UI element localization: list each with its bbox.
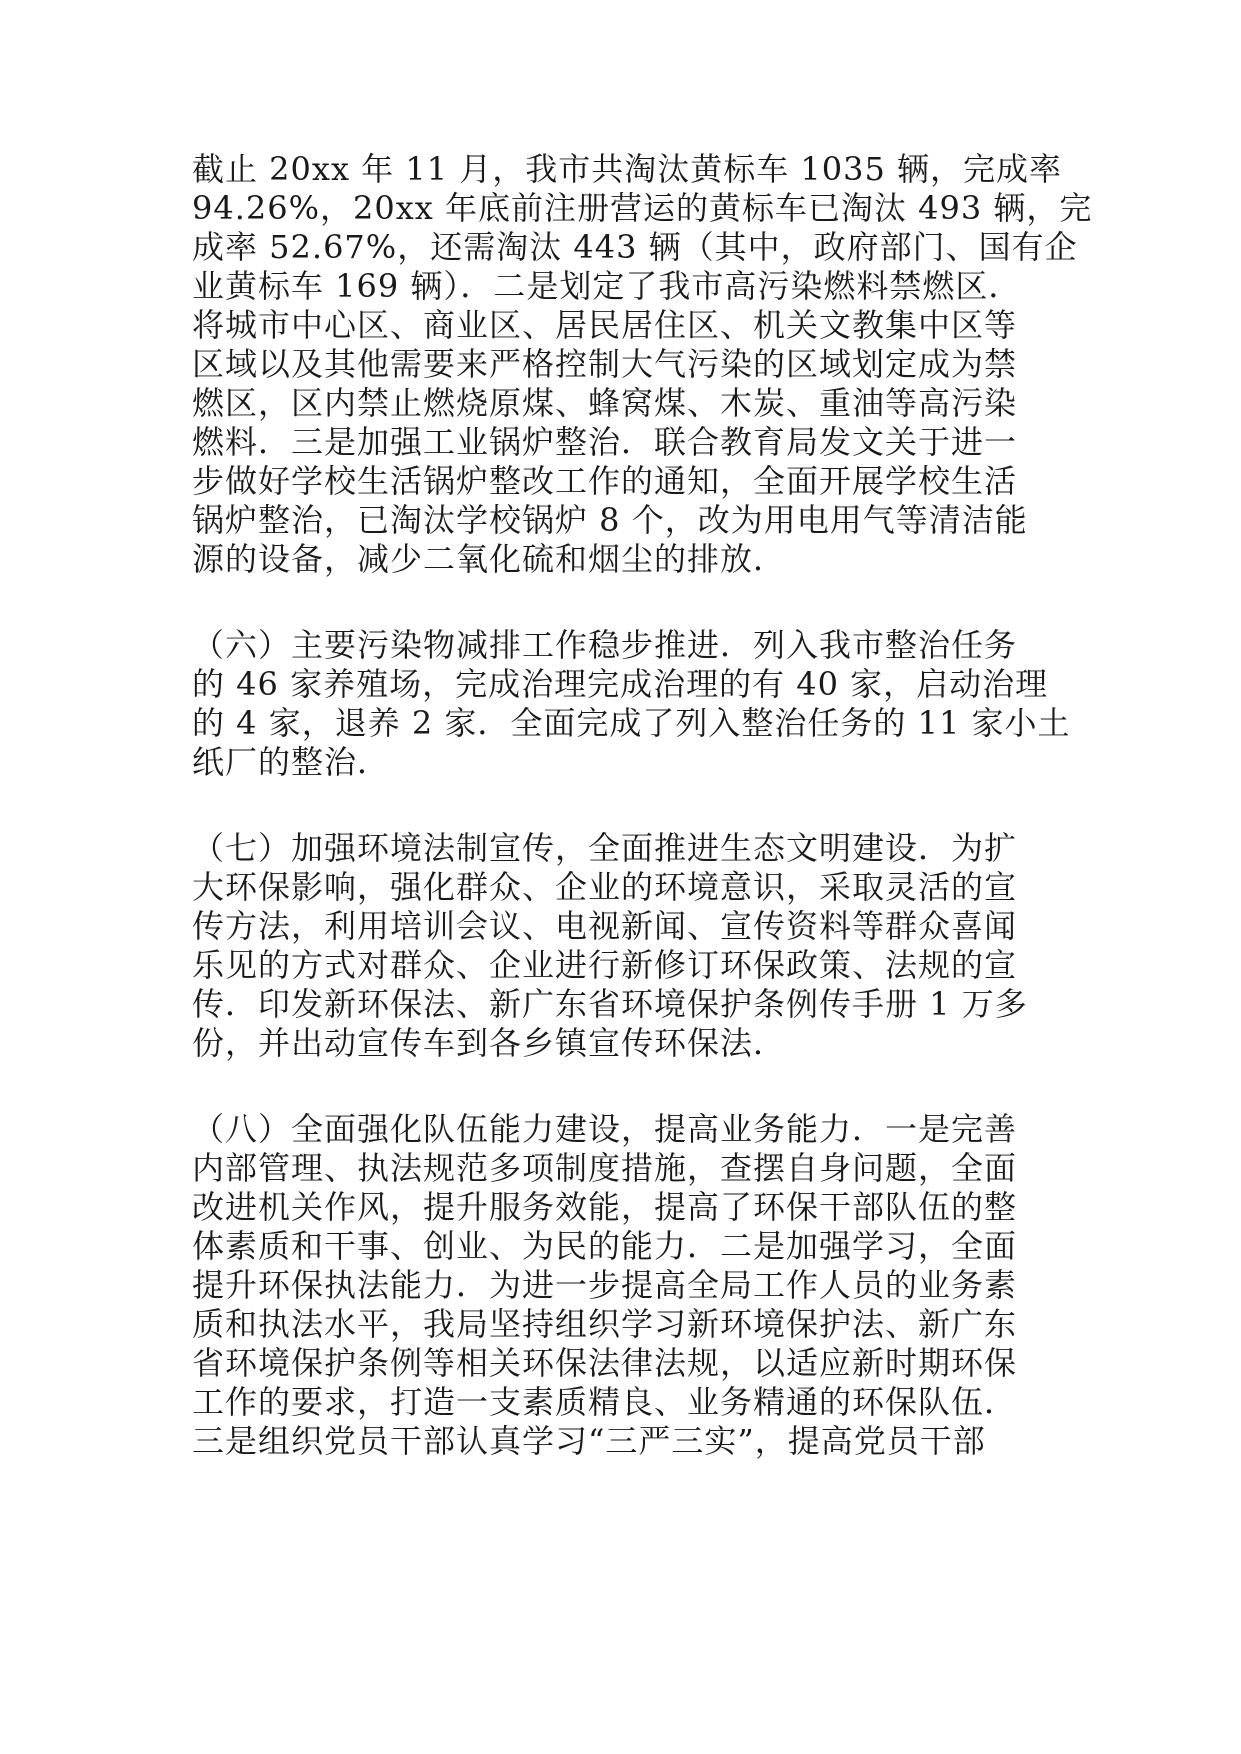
text-line: 源的设备，减少二氧化硫和烟尘的排放． xyxy=(192,540,787,578)
text-line: 质和执法水平，我局坚持组织学习新环境保护法、新广东 xyxy=(192,1305,1018,1343)
text-line: 传方法，利用培训会议、电视新闻、宣传资料等群众喜闻 xyxy=(192,907,1018,945)
text-line: 步做好学校生活锅炉整改工作的通知，全面开展学校生活 xyxy=(192,462,1018,500)
paragraph-section-7 xyxy=(192,829,1052,1063)
paragraph-section-8 xyxy=(192,1110,1052,1461)
text-line: 94.26%，20xx 年底前注册营运的黄标车已淘汰 493 辆，完 xyxy=(192,189,1093,227)
document-body xyxy=(192,150,1093,1508)
text-line: 将城市中心区、商业区、居民居住区、机关文教集中区等 xyxy=(192,306,1018,344)
text-line: 乐见的方式对群众、企业进行新修订环保政策、法规的宣 xyxy=(192,946,1018,984)
text-line: 工作的要求，打造一支素质精良、业务精通的环保队伍． xyxy=(192,1383,1018,1421)
text-line: 提升环保执法能力．为进一步提高全局工作人员的业务素 xyxy=(192,1266,1018,1304)
text-line: 纸厂的整治． xyxy=(192,743,391,781)
text-line: 燃料．三是加强工业锅炉整治．联合教育局发文关于进一 xyxy=(192,423,1018,461)
text-line: （七）加强环境法制宣传，全面推进生态文明建设．为扩 xyxy=(192,829,1018,867)
text-line: 三是组织党员干部认真学习“三严三实”，提高党员干部 xyxy=(192,1422,986,1460)
text-line: 锅炉整治，已淘汰学校锅炉 8 个，改为用电用气等清洁能 xyxy=(192,501,1028,539)
text-line: 的 4 家，退养 2 家．全面完成了列入整治任务的 11 家小土 xyxy=(192,704,1071,742)
text-line: 传．印发新环保法、新广东省环境保护条例传手册 1 万多 xyxy=(192,985,1028,1023)
text-line: 份，并出动宣传车到各乡镇宣传环保法． xyxy=(192,1024,787,1062)
text-line: 业黄标车 169 辆）．二是划定了我市高污染燃料禁燃区． xyxy=(192,267,1022,305)
text-line: 改进机关作风，提升服务效能，提高了环保干部队伍的整 xyxy=(192,1188,1018,1226)
text-line: 区域以及其他需要来严格控制大气污染的区域划定成为禁 xyxy=(192,345,1018,383)
text-line: 成率 52.67%，还需淘汰 443 辆（其中，政府部门、国有企 xyxy=(192,228,1078,266)
text-line: 省环境保护条例等相关环保法律法规，以适应新时期环保 xyxy=(192,1344,1018,1382)
paragraph-vehicle-and-boiler xyxy=(192,150,1093,579)
text-line: 体素质和干事、创业、为民的能力．二是加强学习，全面 xyxy=(192,1227,1018,1265)
text-line: 内部管理、执法规范多项制度措施，查摆自身问题，全面 xyxy=(192,1149,1018,1187)
text-line: 燃区，区内禁止燃烧原煤、蜂窝煤、木炭、重油等高污染 xyxy=(192,384,1018,422)
text-line: 大环保影响，强化群众、企业的环境意识，采取灵活的宣 xyxy=(192,868,1018,906)
text-line: 截止 20xx 年 11 月，我市共淘汰黄标车 1035 辆，完成率 xyxy=(192,150,1063,188)
text-line: （六）主要污染物减排工作稳步推进．列入我市整治任务 xyxy=(192,626,1018,664)
text-line: 的 46 家养殖场，完成治理完成治理的有 40 家，启动治理 xyxy=(192,665,1049,703)
paragraph-section-6 xyxy=(192,626,1071,782)
text-line: （八）全面强化队伍能力建设，提高业务能力．一是完善 xyxy=(192,1110,1018,1148)
